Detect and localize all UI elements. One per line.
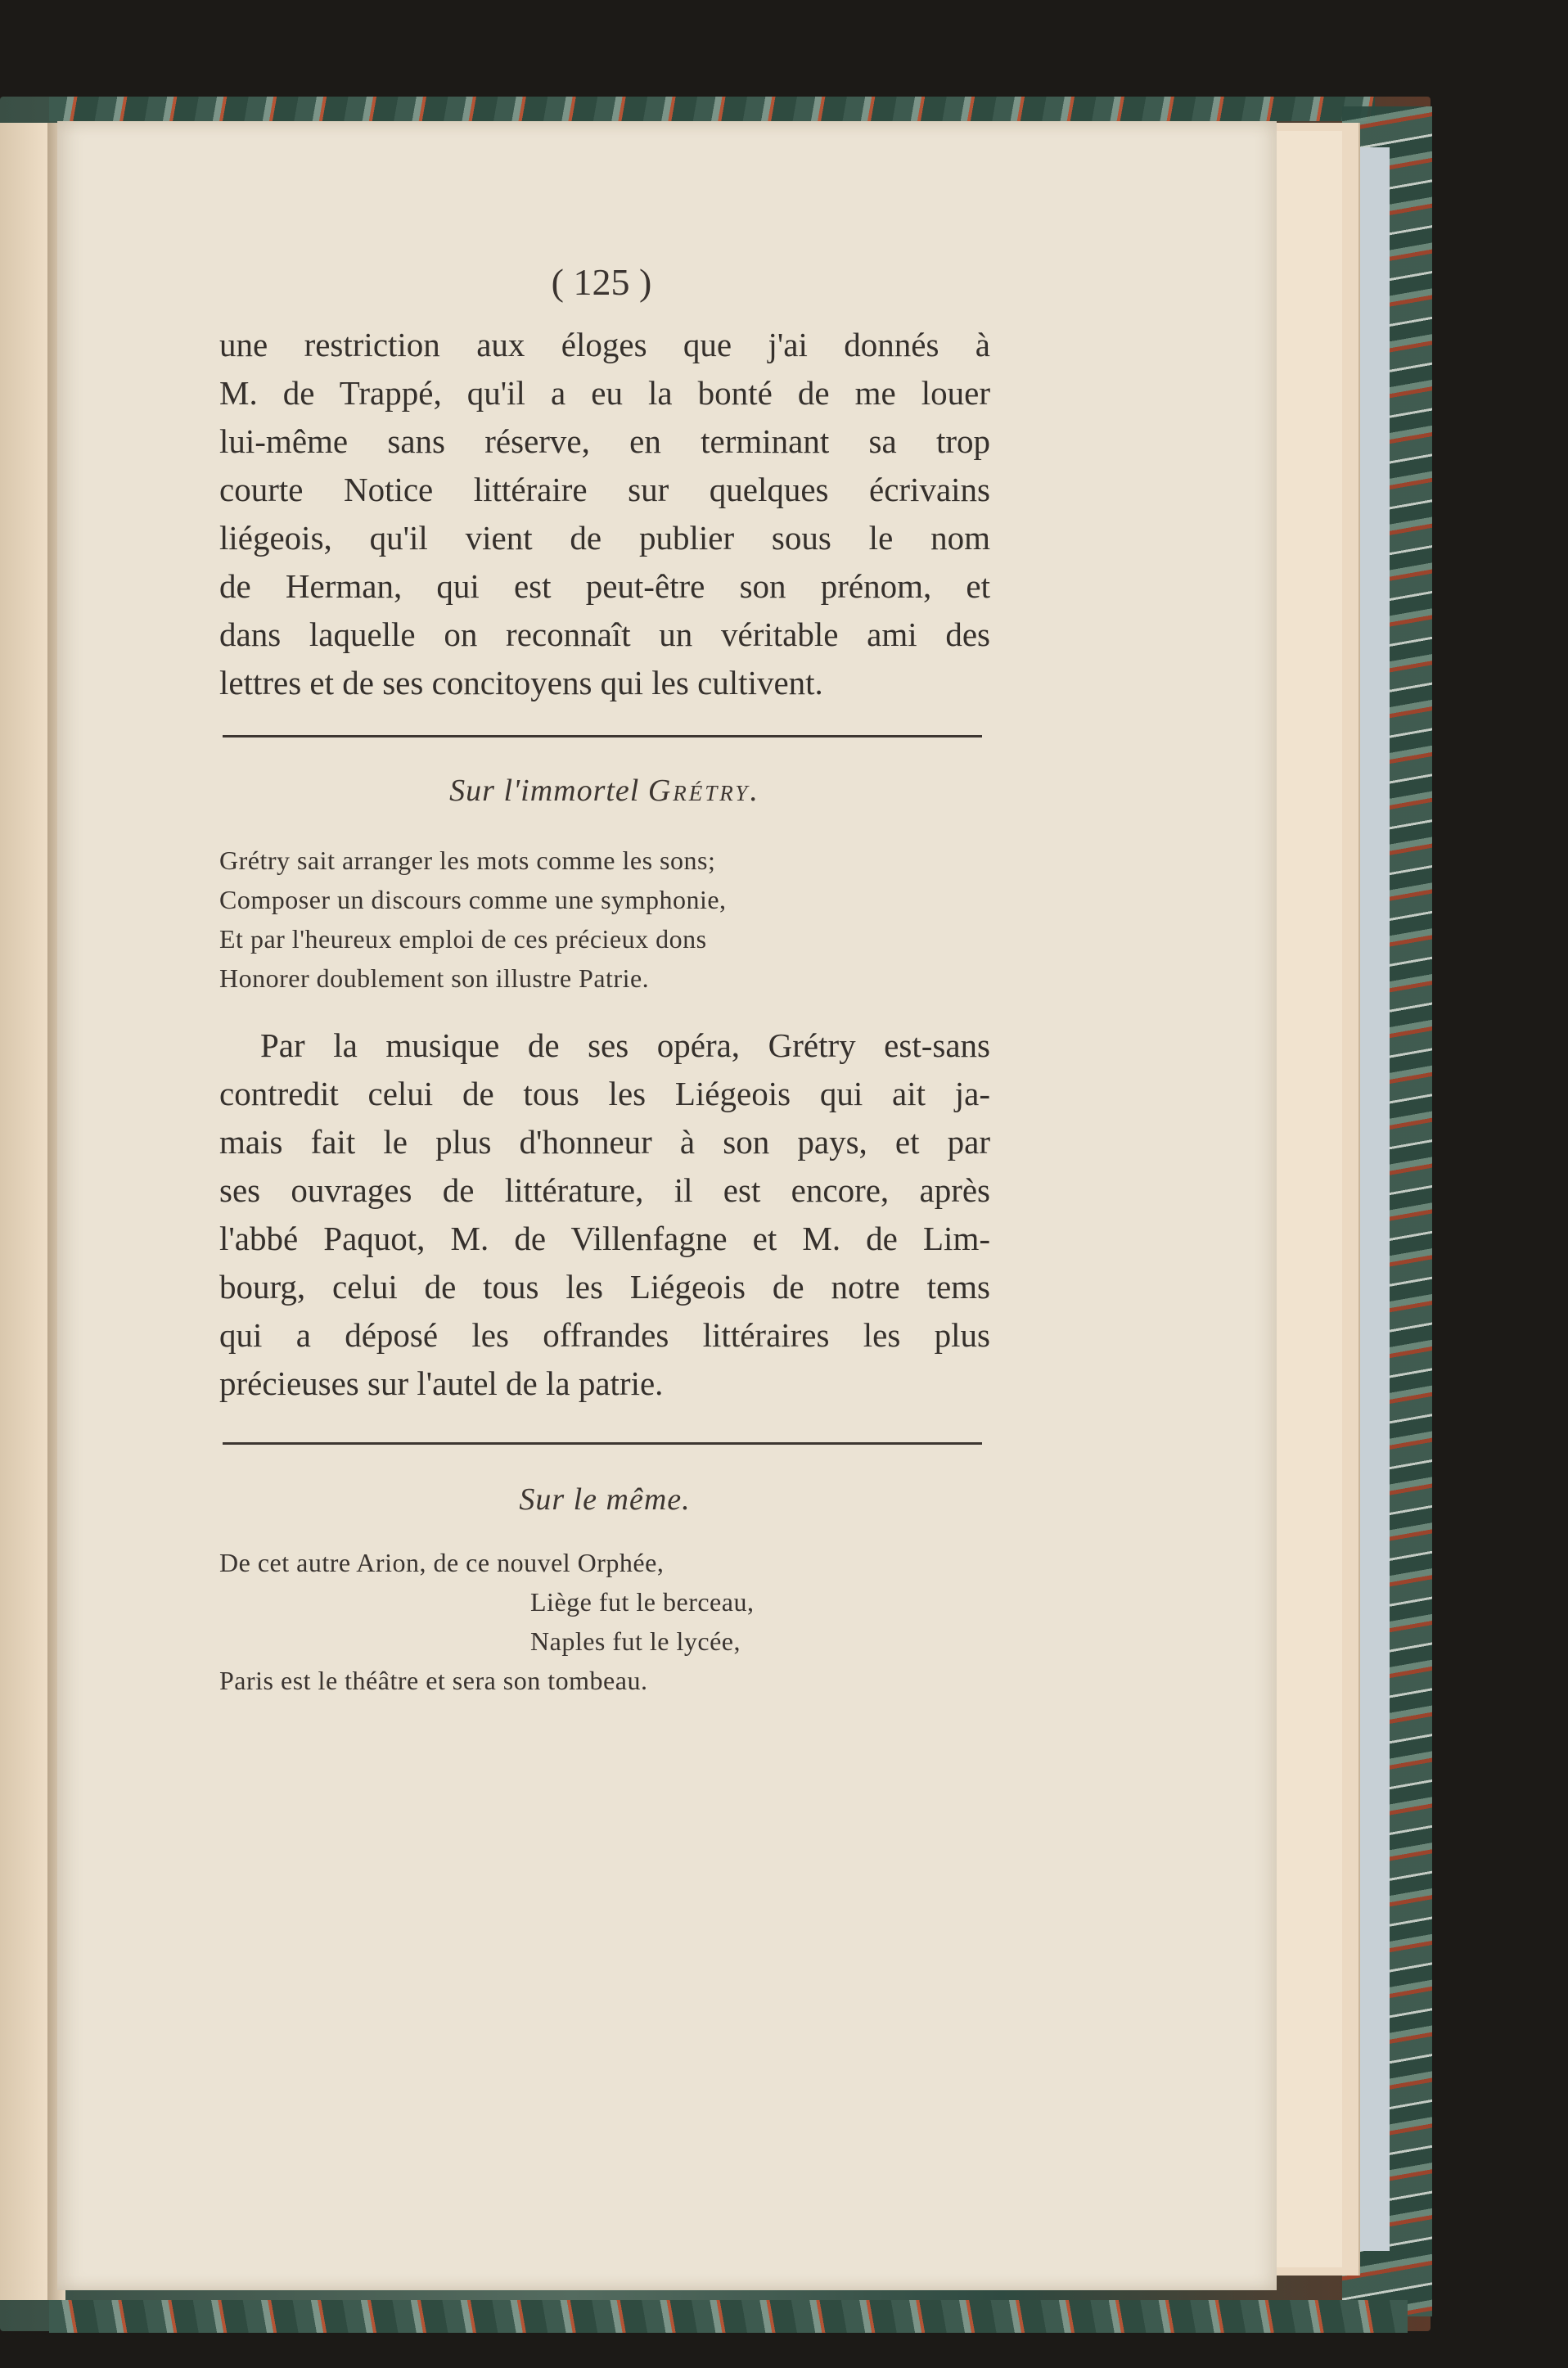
verse-line: Grétry sait arranger les mots comme les sons; bbox=[219, 846, 716, 875]
paragraph-line: l'abbé Paquot, M. de Villenfagne et M. de Lim- bbox=[219, 1220, 990, 1257]
verse-line: Composer un discours comme une symphonie, bbox=[219, 885, 727, 914]
section-divider-1 bbox=[223, 735, 982, 737]
verse-line: Paris est le théâtre et sera son tombeau. bbox=[219, 1666, 648, 1695]
paragraph-line: lettres et de ses concitoyens qui les cultivent. bbox=[219, 664, 823, 701]
marbled-edge-top bbox=[49, 97, 1375, 121]
paragraph-line: dans laquelle on reconnaît un véritable ami des bbox=[219, 616, 990, 653]
paragraph-line: mais fait le plus d'honneur à son pays, et par bbox=[219, 1123, 990, 1161]
verse-line: De cet autre Arion, de ce nouvel Orphée, bbox=[219, 1548, 665, 1577]
verse-sur-le-meme bbox=[219, 1543, 956, 1700]
paragraph-line: de Herman, qui est peut-être son prénom, et bbox=[219, 567, 990, 605]
paragraph-line: précieuses sur l'autel de la patrie. bbox=[219, 1364, 664, 1402]
paragraph-line: qui a déposé les offrandes littéraires les plus bbox=[219, 1316, 990, 1354]
paragraph-line: lui-même sans réserve, en terminant sa trop bbox=[219, 422, 990, 460]
section-divider-2 bbox=[223, 1442, 982, 1445]
paragraph-line: liégeois, qu'il vient de publier sous le nom bbox=[219, 519, 990, 557]
section-title-name: Grétry. bbox=[647, 774, 760, 808]
section-title-sur-le-meme: Sur le même. bbox=[519, 1482, 691, 1517]
page-number: ( 125 ) bbox=[551, 261, 652, 303]
page-stack-edge-inner bbox=[1277, 131, 1342, 2267]
paragraph-line: courte Notice littéraire sur quelques écrivains bbox=[219, 471, 990, 508]
verse-gretry bbox=[219, 841, 956, 998]
paragraph-gretry bbox=[219, 1022, 990, 1408]
verse-line: Naples fut le lycée, bbox=[530, 1626, 741, 1656]
paragraph-line: contredit celui de tous les Liégeois qui ait ja- bbox=[219, 1075, 990, 1112]
paragraph-line: une restriction aux éloges que j'ai donnés à bbox=[219, 326, 990, 363]
paragraph-line: M. de Trappé, qu'il a eu la bonté de me louer bbox=[219, 374, 990, 412]
section-title-immortel-gretry bbox=[219, 773, 990, 809]
section-title-prefix: Sur l'immortel bbox=[449, 774, 648, 808]
paragraph-restriction bbox=[219, 321, 990, 707]
paragraph-line: bourg, celui de tous les Liégeois de notre tems bbox=[219, 1268, 990, 1306]
facing-page-left bbox=[0, 123, 51, 2300]
paragraph-line: Par la musique de ses opéra, Grétry est-sans bbox=[260, 1026, 990, 1064]
verse-line: Liège fut le berceau, bbox=[530, 1587, 755, 1617]
verse-line: Honorer doublement son illustre Patrie. bbox=[219, 963, 650, 993]
marbled-edge-bottom bbox=[49, 2300, 1408, 2333]
verse-line: Et par l'heureux emploi de ces précieux dons bbox=[219, 924, 707, 954]
paragraph-line: ses ouvrages de littérature, il est encore, après bbox=[219, 1171, 990, 1209]
